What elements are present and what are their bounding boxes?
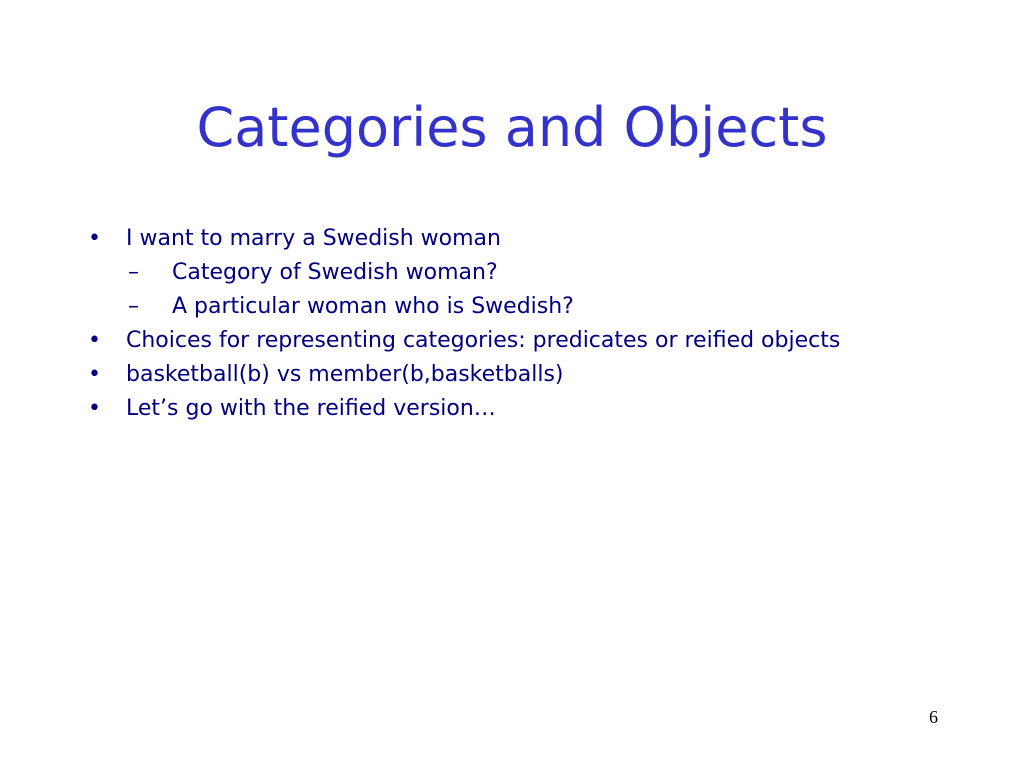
bullet-marker: •	[88, 328, 101, 353]
bullet-marker: •	[88, 362, 101, 387]
dash-marker: –	[128, 294, 139, 319]
dash-marker: –	[128, 260, 139, 285]
bullet-item	[88, 358, 988, 392]
sub-bullet-item	[88, 256, 988, 290]
bullet-list	[88, 222, 988, 426]
bullet-text: basketball(b) vs member(b,basketballs)	[126, 362, 564, 387]
page-number: 6	[929, 707, 938, 727]
bullet-item	[88, 222, 988, 256]
bullet-text: Let’s go with the reified version…	[126, 396, 496, 421]
sub-bullet-item	[88, 290, 988, 324]
bullet-marker: •	[88, 396, 101, 421]
bullet-text: Choices for representing categories: predicates or reified objects	[126, 328, 841, 353]
bullet-item	[88, 392, 988, 426]
bullet-item	[88, 324, 988, 358]
bullet-text: A particular woman who is Swedish?	[172, 294, 574, 319]
slide-title: Categories and Objects	[196, 96, 828, 159]
bullet-text: I want to marry a Swedish woman	[126, 226, 501, 251]
bullet-marker: •	[88, 226, 101, 251]
bullet-text: Category of Swedish woman?	[172, 260, 498, 285]
